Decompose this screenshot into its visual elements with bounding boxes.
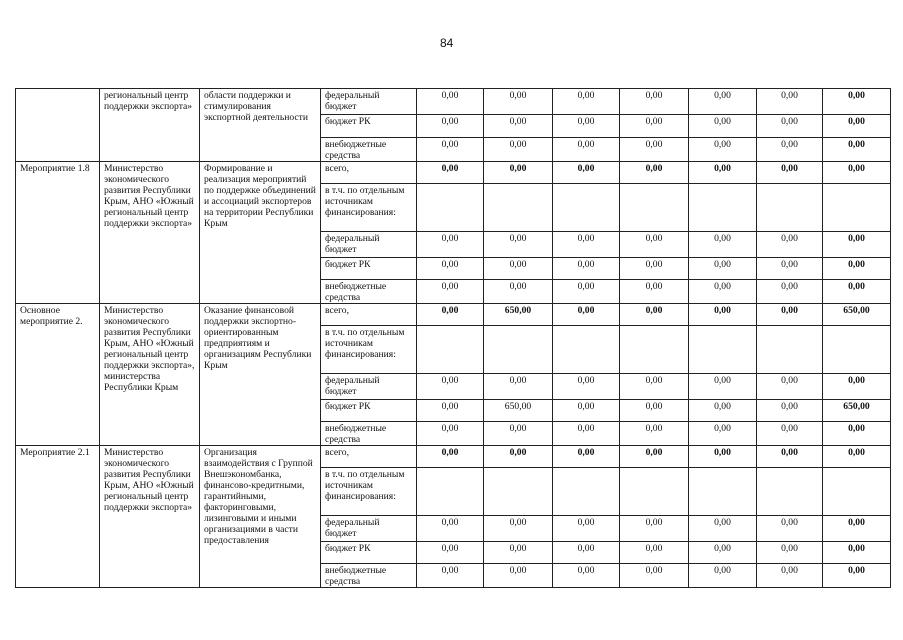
cell-description: Организация взаимодействия с Группой Внешэкономбанка, финансово-кредитными, гарантийными, факторинговыми, лизинговыми и иными организациями в части предоставления	[200, 446, 321, 588]
cell-amount: 0,00	[689, 446, 757, 468]
cell-amount: 0,00	[823, 232, 891, 258]
cell-amount	[757, 326, 823, 374]
cell-amount: 0,00	[757, 446, 823, 468]
cell-amount	[417, 468, 484, 516]
cell-executor: Министерство экономического развития Республики Крым, АНО «Южный региональный центр поддержки экспорта»	[100, 162, 200, 304]
cell-amount: 0,00	[553, 564, 620, 588]
cell-amount: 0,00	[553, 516, 620, 542]
cell-amount: 0,00	[757, 258, 823, 280]
cell-funding-source: внебюджетные средства	[321, 422, 417, 446]
cell-amount: 0,00	[757, 400, 823, 422]
cell-amount: 0,00	[689, 115, 757, 138]
cell-funding-source: бюджет РК	[321, 400, 417, 422]
cell-amount: 0,00	[484, 422, 553, 446]
cell-event: Мероприятие 1.8	[16, 162, 100, 304]
cell-amount: 0,00	[689, 400, 757, 422]
cell-amount: 0,00	[620, 162, 689, 184]
cell-amount: 0,00	[689, 162, 757, 184]
cell-amount: 0,00	[823, 516, 891, 542]
cell-amount: 0,00	[417, 280, 484, 304]
cell-amount: 0,00	[757, 542, 823, 564]
cell-amount: 0,00	[620, 280, 689, 304]
cell-amount: 0,00	[757, 516, 823, 542]
cell-funding-source: внебюджетные средства	[321, 280, 417, 304]
cell-amount: 0,00	[757, 564, 823, 588]
cell-amount: 0,00	[689, 138, 757, 162]
cell-amount: 0,00	[417, 542, 484, 564]
cell-amount: 0,00	[620, 446, 689, 468]
cell-amount: 0,00	[484, 280, 553, 304]
cell-amount: 0,00	[620, 115, 689, 138]
cell-amount: 0,00	[553, 89, 620, 115]
cell-amount	[484, 326, 553, 374]
cell-amount	[620, 326, 689, 374]
cell-amount: 0,00	[620, 258, 689, 280]
cell-amount	[620, 468, 689, 516]
cell-amount: 0,00	[553, 258, 620, 280]
cell-funding-source: федеральный бюджет	[321, 374, 417, 400]
cell-amount: 0,00	[553, 422, 620, 446]
cell-amount: 0,00	[689, 280, 757, 304]
cell-funding-source: федеральный бюджет	[321, 89, 417, 115]
cell-amount: 0,00	[620, 374, 689, 400]
cell-amount: 0,00	[689, 258, 757, 280]
cell-amount: 0,00	[484, 374, 553, 400]
cell-amount: 0,00	[757, 304, 823, 326]
cell-amount: 0,00	[417, 446, 484, 468]
cell-amount: 0,00	[417, 89, 484, 115]
cell-amount: 0,00	[553, 280, 620, 304]
cell-amount: 0,00	[553, 115, 620, 138]
table-row	[16, 89, 891, 115]
cell-amount: 0,00	[689, 422, 757, 446]
cell-amount: 0,00	[484, 138, 553, 162]
cell-amount: 0,00	[417, 162, 484, 184]
table-row	[16, 446, 891, 468]
cell-amount: 0,00	[417, 232, 484, 258]
cell-amount	[757, 184, 823, 232]
cell-amount: 650,00	[484, 400, 553, 422]
cell-funding-source: внебюджетные средства	[321, 564, 417, 588]
cell-funding-source: федеральный бюджет	[321, 516, 417, 542]
cell-amount	[757, 468, 823, 516]
cell-amount: 650,00	[823, 400, 891, 422]
cell-amount	[484, 468, 553, 516]
cell-amount	[620, 184, 689, 232]
cell-funding-source: бюджет РК	[321, 115, 417, 138]
table-row	[16, 162, 891, 184]
cell-amount: 0,00	[484, 89, 553, 115]
cell-description: Оказание финансовой поддержки экспортно-ориентированным предприятиям и организациям Республики Крым	[200, 304, 321, 446]
cell-funding-source: в т.ч. по отдельным источникам финансирования:	[321, 184, 417, 232]
cell-amount: 0,00	[484, 115, 553, 138]
cell-amount: 0,00	[484, 564, 553, 588]
cell-amount: 0,00	[689, 89, 757, 115]
cell-amount	[823, 184, 891, 232]
cell-amount: 0,00	[620, 138, 689, 162]
cell-funding-source: всего,	[321, 162, 417, 184]
cell-amount	[553, 184, 620, 232]
cell-amount: 0,00	[620, 564, 689, 588]
cell-amount: 650,00	[484, 304, 553, 326]
cell-amount: 0,00	[553, 400, 620, 422]
cell-amount: 0,00	[757, 374, 823, 400]
cell-amount: 0,00	[620, 400, 689, 422]
cell-amount: 0,00	[823, 138, 891, 162]
cell-amount: 0,00	[757, 280, 823, 304]
cell-funding-source: в т.ч. по отдельным источникам финансирования:	[321, 326, 417, 374]
cell-amount: 0,00	[417, 564, 484, 588]
cell-amount: 0,00	[417, 422, 484, 446]
cell-amount: 0,00	[689, 304, 757, 326]
cell-amount: 0,00	[553, 138, 620, 162]
cell-funding-source: бюджет РК	[321, 542, 417, 564]
cell-amount: 0,00	[484, 162, 553, 184]
cell-funding-source: федеральный бюджет	[321, 232, 417, 258]
cell-amount	[417, 326, 484, 374]
cell-amount: 0,00	[823, 542, 891, 564]
cell-amount	[484, 184, 553, 232]
cell-amount: 0,00	[484, 446, 553, 468]
cell-event: Основное мероприятие 2.	[16, 304, 100, 446]
cell-amount: 0,00	[757, 162, 823, 184]
cell-amount: 0,00	[823, 280, 891, 304]
cell-funding-source: внебюджетные средства	[321, 138, 417, 162]
cell-amount: 0,00	[689, 516, 757, 542]
cell-amount: 0,00	[620, 89, 689, 115]
cell-amount: 0,00	[484, 516, 553, 542]
cell-event: Мероприятие 2.1	[16, 446, 100, 588]
cell-amount: 0,00	[553, 446, 620, 468]
cell-amount: 0,00	[689, 374, 757, 400]
cell-funding-source: всего,	[321, 446, 417, 468]
cell-amount	[553, 468, 620, 516]
cell-executor: Министерство экономического развития Республики Крым, АНО «Южный региональный центр поддержки экспорта»	[100, 446, 200, 588]
table-row	[16, 304, 891, 326]
cell-amount: 0,00	[553, 374, 620, 400]
cell-description: области поддержки и стимулирования экспортной деятельности	[200, 89, 321, 162]
cell-amount: 0,00	[689, 564, 757, 588]
cell-amount	[553, 326, 620, 374]
cell-amount: 0,00	[823, 446, 891, 468]
cell-amount: 0,00	[553, 304, 620, 326]
cell-amount: 0,00	[484, 258, 553, 280]
cell-description: Формирование и реализация мероприятий по поддержке объединений и ассоциаций экспортеров на территории Республики Крым	[200, 162, 321, 304]
cell-amount: 0,00	[823, 422, 891, 446]
cell-amount: 0,00	[620, 516, 689, 542]
cell-amount: 0,00	[484, 542, 553, 564]
budget-table	[15, 88, 891, 588]
cell-amount: 0,00	[417, 258, 484, 280]
cell-amount: 0,00	[823, 115, 891, 138]
cell-amount: 0,00	[823, 374, 891, 400]
cell-amount: 0,00	[823, 258, 891, 280]
cell-amount: 0,00	[823, 162, 891, 184]
cell-amount	[417, 184, 484, 232]
cell-amount: 0,00	[620, 232, 689, 258]
cell-amount: 0,00	[757, 115, 823, 138]
cell-amount: 0,00	[620, 304, 689, 326]
cell-amount: 0,00	[823, 89, 891, 115]
cell-amount	[689, 326, 757, 374]
cell-amount: 0,00	[417, 138, 484, 162]
cell-amount: 0,00	[417, 304, 484, 326]
cell-amount: 0,00	[484, 232, 553, 258]
cell-amount: 0,00	[417, 516, 484, 542]
cell-amount: 0,00	[757, 422, 823, 446]
page-number: 84	[440, 36, 454, 50]
cell-executor: региональный центр поддержки экспорта»	[100, 89, 200, 162]
cell-amount: 0,00	[553, 162, 620, 184]
cell-amount: 0,00	[757, 89, 823, 115]
cell-amount: 0,00	[553, 542, 620, 564]
cell-amount: 0,00	[417, 374, 484, 400]
cell-amount: 0,00	[417, 115, 484, 138]
cell-event	[16, 89, 100, 162]
cell-amount: 0,00	[553, 232, 620, 258]
cell-amount: 0,00	[620, 542, 689, 564]
cell-amount: 0,00	[417, 400, 484, 422]
cell-amount: 650,00	[823, 304, 891, 326]
cell-amount	[823, 326, 891, 374]
cell-amount	[689, 468, 757, 516]
cell-funding-source: в т.ч. по отдельным источникам финансирования:	[321, 468, 417, 516]
cell-funding-source: всего,	[321, 304, 417, 326]
cell-amount: 0,00	[689, 542, 757, 564]
cell-executor: Министерство экономического развития Республики Крым, АНО «Южный региональный центр поддержки экспорта», министерства Республики Крым	[100, 304, 200, 446]
cell-amount	[689, 184, 757, 232]
cell-amount: 0,00	[757, 138, 823, 162]
cell-amount: 0,00	[620, 422, 689, 446]
cell-amount: 0,00	[757, 232, 823, 258]
cell-amount: 0,00	[823, 564, 891, 588]
cell-funding-source: бюджет РК	[321, 258, 417, 280]
cell-amount: 0,00	[689, 232, 757, 258]
cell-amount	[823, 468, 891, 516]
